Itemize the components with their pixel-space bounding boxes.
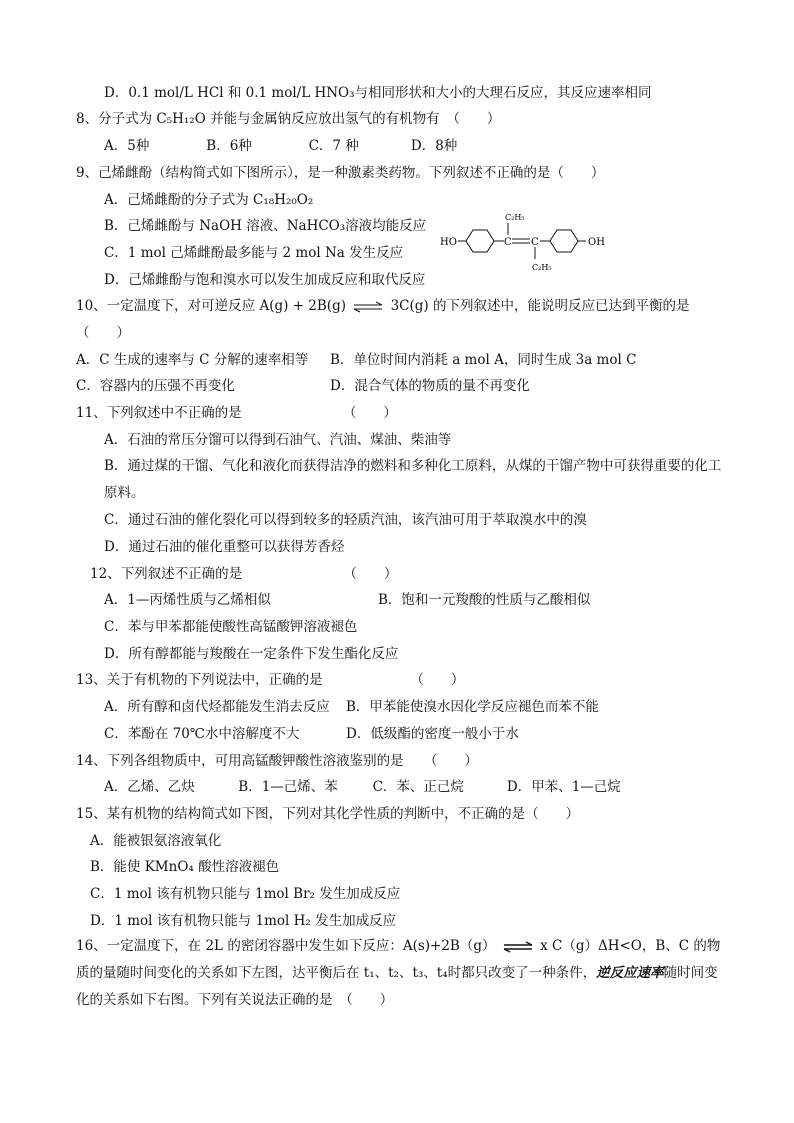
structure-oh-label: OH [588, 237, 605, 248]
q9-option-c: C．1 mol 己烯雌酚最多能与 2 mol Na 发生反应 [104, 245, 404, 261]
q16-text-part2: x C（g）ΔH<O，B、C 的物质的量随时间变化的关系如下左图，达平衡后在 t₁、t₂、t₃、t₄时都只改变了一种条件， [76, 938, 721, 981]
q9-option-b: B．己烯雌酚与 NaOH 溶液、NaHCO₃溶液均能反应 [104, 218, 427, 234]
q10-option-d: D．混合气体的物质的量不再变化 [330, 378, 530, 394]
q14-option-c: C．苯、正己烷 [372, 779, 464, 795]
q9-option-d: D．己烯雌酚与饱和溴水可以发生加成反应和取代反应 [104, 272, 426, 288]
question-15: 15、某有机物的结构简式如下图，下列对其化学性质的判断中，不正确的是（ ） [76, 806, 580, 822]
svg-text:C: C [504, 237, 512, 248]
q8-option-d: D．8种 [410, 138, 458, 154]
q12-option-b: B．饱和一元羧酸的性质与乙酸相似 [378, 592, 591, 608]
q14-option-d: D．甲苯、1—己烷 [506, 779, 621, 795]
equilibrium-arrow-icon [500, 941, 536, 953]
question-12: 12、下列叙述不正确的是 （ ） [90, 566, 398, 582]
structure-bottom-ethyl: C₂H₅ [532, 263, 552, 272]
q10-text-post: 3C(g) 的下列叙述中，能说明反应已达到平衡的是 [390, 298, 690, 314]
q8-option-b: B．6种 [206, 138, 252, 154]
q14-option-a: A．乙烯、乙炔 [104, 779, 195, 795]
hexestrol-structure-icon [438, 208, 614, 274]
q13-option-d: D．低级酯的密度一般小于水 [346, 726, 519, 742]
question-8: 8、分子式为 C₅H₁₂O 并能与金属钠反应放出氢气的有机物有 （ ） [76, 111, 501, 127]
q12-option-d: D．所有醇都能与羧酸在一定条件下发生酯化反应 [104, 646, 399, 662]
q11-option-d: D．通过石油的催化重整可以获得芳香烃 [104, 539, 345, 555]
q10-answer-paren: （ ） [76, 325, 130, 341]
q15-option-b: B．能使 KMnO₄ 酸性溶液褪色 [90, 859, 280, 875]
equilibrium-arrow-icon [350, 301, 386, 313]
q12-option-c: C．苯与甲苯都能使酸性高锰酸钾溶液褪色 [104, 619, 358, 635]
q14-option-b: B．1—己烯、苯 [238, 779, 338, 795]
q13-option-a: A．所有醇和卤代烃都能发生消去反应 [104, 699, 330, 715]
q11-option-b: B．通过煤的干馏、气化和液化而获得洁净的燃料和多种化工原料，从煤的干馏产物中可获得重要的化工原料。 [104, 458, 722, 501]
q13-option-c: C．苯酚在 70℃水中溶解度不大 [104, 726, 300, 742]
q8-option-a: A．5种 [104, 138, 150, 154]
q11-option-c: C．通过石油的催化裂化可以得到较多的轻质汽油，该汽油可用于萃取溴水中的溴 [104, 512, 587, 528]
svg-text:C: C [531, 237, 539, 248]
q10-option-c: C．容器内的压强不再变化 [76, 378, 235, 394]
q11-option-a: A．石油的常压分馏可以得到石油气、汽油、煤油、柴油等 [104, 432, 452, 448]
q10-text-pre: 10、一定温度下，对可逆反应 A(g) + 2B(g) [76, 298, 346, 314]
question-16 [76, 933, 728, 1014]
question-9: 9、己烯雌酚（结构简式如下图所示），是一种激素类药物。下列叙述不正确的是（ ） [76, 165, 605, 181]
q16-text-part1: 16、一定温度下，在 2L 的密闭容器中发生如下反应：A(s)+2B（g） [76, 938, 496, 954]
q12-option-a: A．1—丙烯性质与乙烯相似 [104, 592, 271, 608]
q15-option-a: A．能被银氨溶液氧化 [90, 833, 222, 849]
q16-text-part3: 随时间变化的关系如下右图。下列有关说法正确的是 （ ） [76, 965, 718, 1008]
question-14-options [104, 778, 647, 796]
structure-ho-label: HO [440, 237, 457, 248]
q15-option-d: D．1 mol 该有机物只能与 1mol H₂ 发生加成反应 [90, 913, 397, 929]
q8-option-c: C．7 种 [308, 138, 359, 154]
question-14: 14、下列各组物质中，可用高锰酸钾酸性溶液鉴别的是 （ ） [76, 753, 478, 769]
q9-option-a: A．己烯雌酚的分子式为 C₁₈H₂₀O₂ [104, 192, 314, 208]
q10-option-a: A．C 生成的速率与 C 分解的速率相等 [76, 352, 309, 368]
q10-option-b: B．单位时间内消耗 a mol A，同时生成 3a mol C [330, 352, 637, 368]
question-8-options [104, 137, 483, 155]
question-13: 13、关于有机物的下列说法中，正确的是 （ ） [76, 672, 465, 688]
question-10 [76, 297, 689, 315]
q16-emphasis: 逆反应速率 [596, 965, 664, 981]
q15-option-c: C．1 mol 该有机物只能与 1mol Br₂ 发生加成反应 [90, 886, 401, 902]
structure-top-ethyl: C₂H₅ [505, 213, 525, 222]
q13-option-b: B．甲苯能使溴水因化学反应褪色而苯不能 [346, 699, 599, 715]
question-11: 11、下列叙述中不正确的是 （ ） [76, 405, 397, 421]
q7-option-d: D．0.1 mol/L HCl 和 0.1 mol/L HNO₃与相同形状和大小的大理石反应，其反应速率相同 [104, 85, 652, 101]
